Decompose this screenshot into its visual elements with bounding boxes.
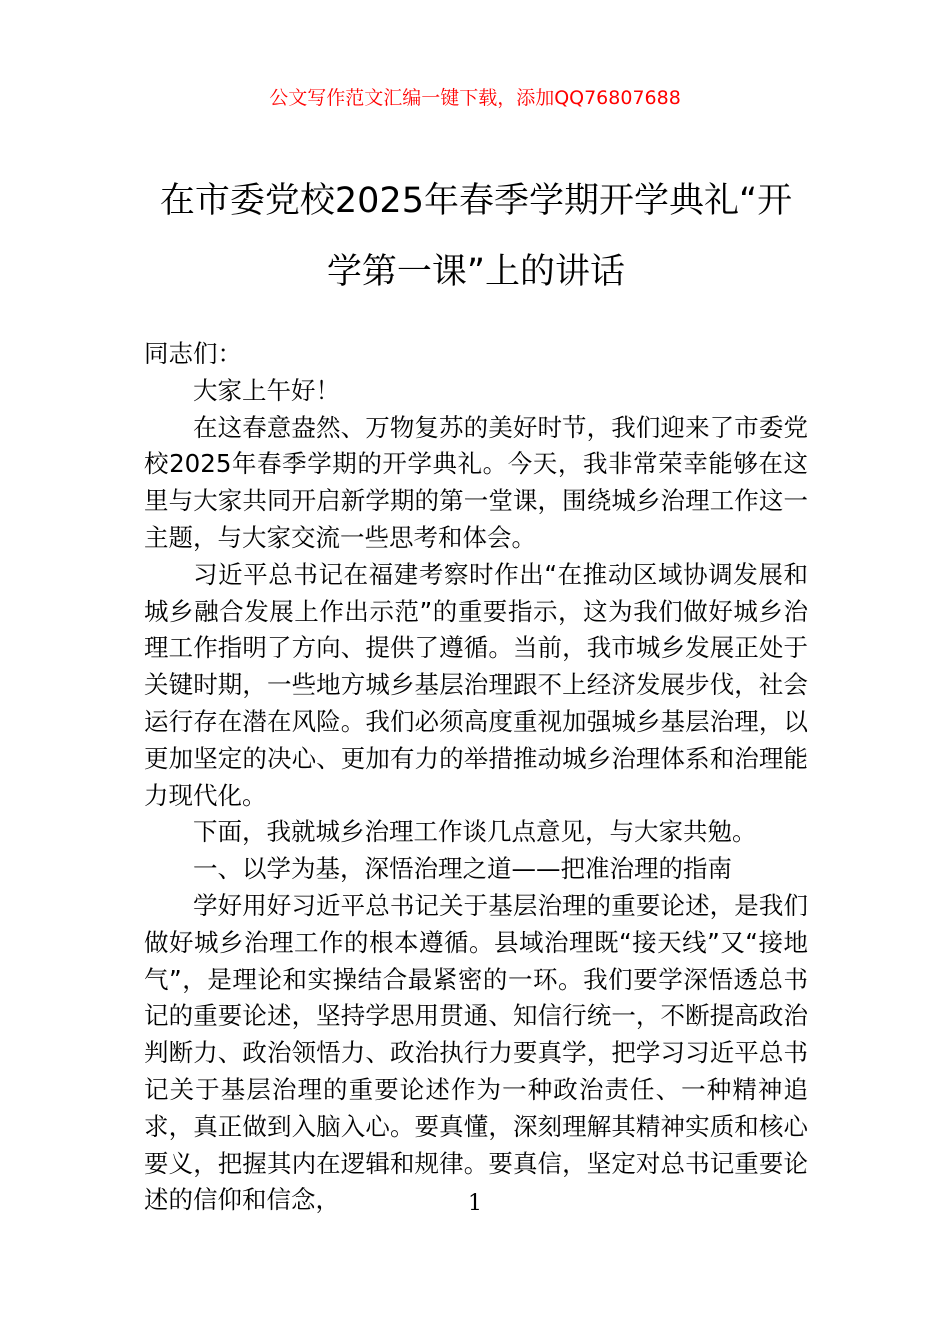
section-heading-1: 一、以学为基，深悟治理之道——把准治理的指南	[193, 854, 732, 884]
paragraph-transition: 下面，我就城乡治理工作谈几点意见，与大家共勉。	[193, 817, 757, 847]
speech-title: 在市委党校2025年春季学期开学典礼“开学第一课”上的讲话	[159, 181, 793, 292]
speech-body	[144, 336, 808, 1219]
paragraph-section-1: 学好用好习近平总书记关于基层治理的重要论述，是我们做好城乡治理工作的根本遵循。县域治理既“接天线”又“接地气”，是理论和实操结合最紧密的一环。我们要学深悟透总书记的重要论述，坚持学思用贯通、知信行统一，不断提高政治判断力、政治领悟力、政治执行力要真学，把学习习近平总书记关于基层治理的重要论述作为一种政治责任、一种精神追求，真正做到入脑入心。要真懂，深刻理解其精神实质和核心要义，把握其内在逻辑和规律。要真信，坚定对总书记重要论述的信仰和信念，	[144, 890, 808, 1215]
paragraph-opening: 在这春意盎然、万物复苏的美好时节，我们迎来了市委党校2025年春季学期的开学典礼。今天，我非常荣幸能够在这里与大家共同开启新学期的第一堂课，围绕城乡治理工作这一主题，与大家交流一些思考和体会。	[144, 412, 808, 552]
paragraph-context: 习近平总书记在福建考察时作出“在推动区域协调发展和城乡融合发展上作出示范”的重要指示，这为我们做好城乡治理工作指明了方向、提供了遵循。当前，我市城乡发展正处于关键时期，一些地方城乡基层治理跟不上经济发展步伐，社会运行存在潜在风险。我们必须高度重视加强城乡基层治理，以更加坚定的决心、更加有力的举措推动城乡治理体系和治理能力现代化。	[144, 559, 808, 810]
paragraph-greeting: 大家上午好！	[193, 375, 340, 405]
salutation: 同志们：	[144, 339, 242, 368]
download-promo-note: 公文写作范文汇编一键下载，添加QQ76807688	[269, 87, 681, 109]
page-number: 1	[468, 1191, 482, 1216]
